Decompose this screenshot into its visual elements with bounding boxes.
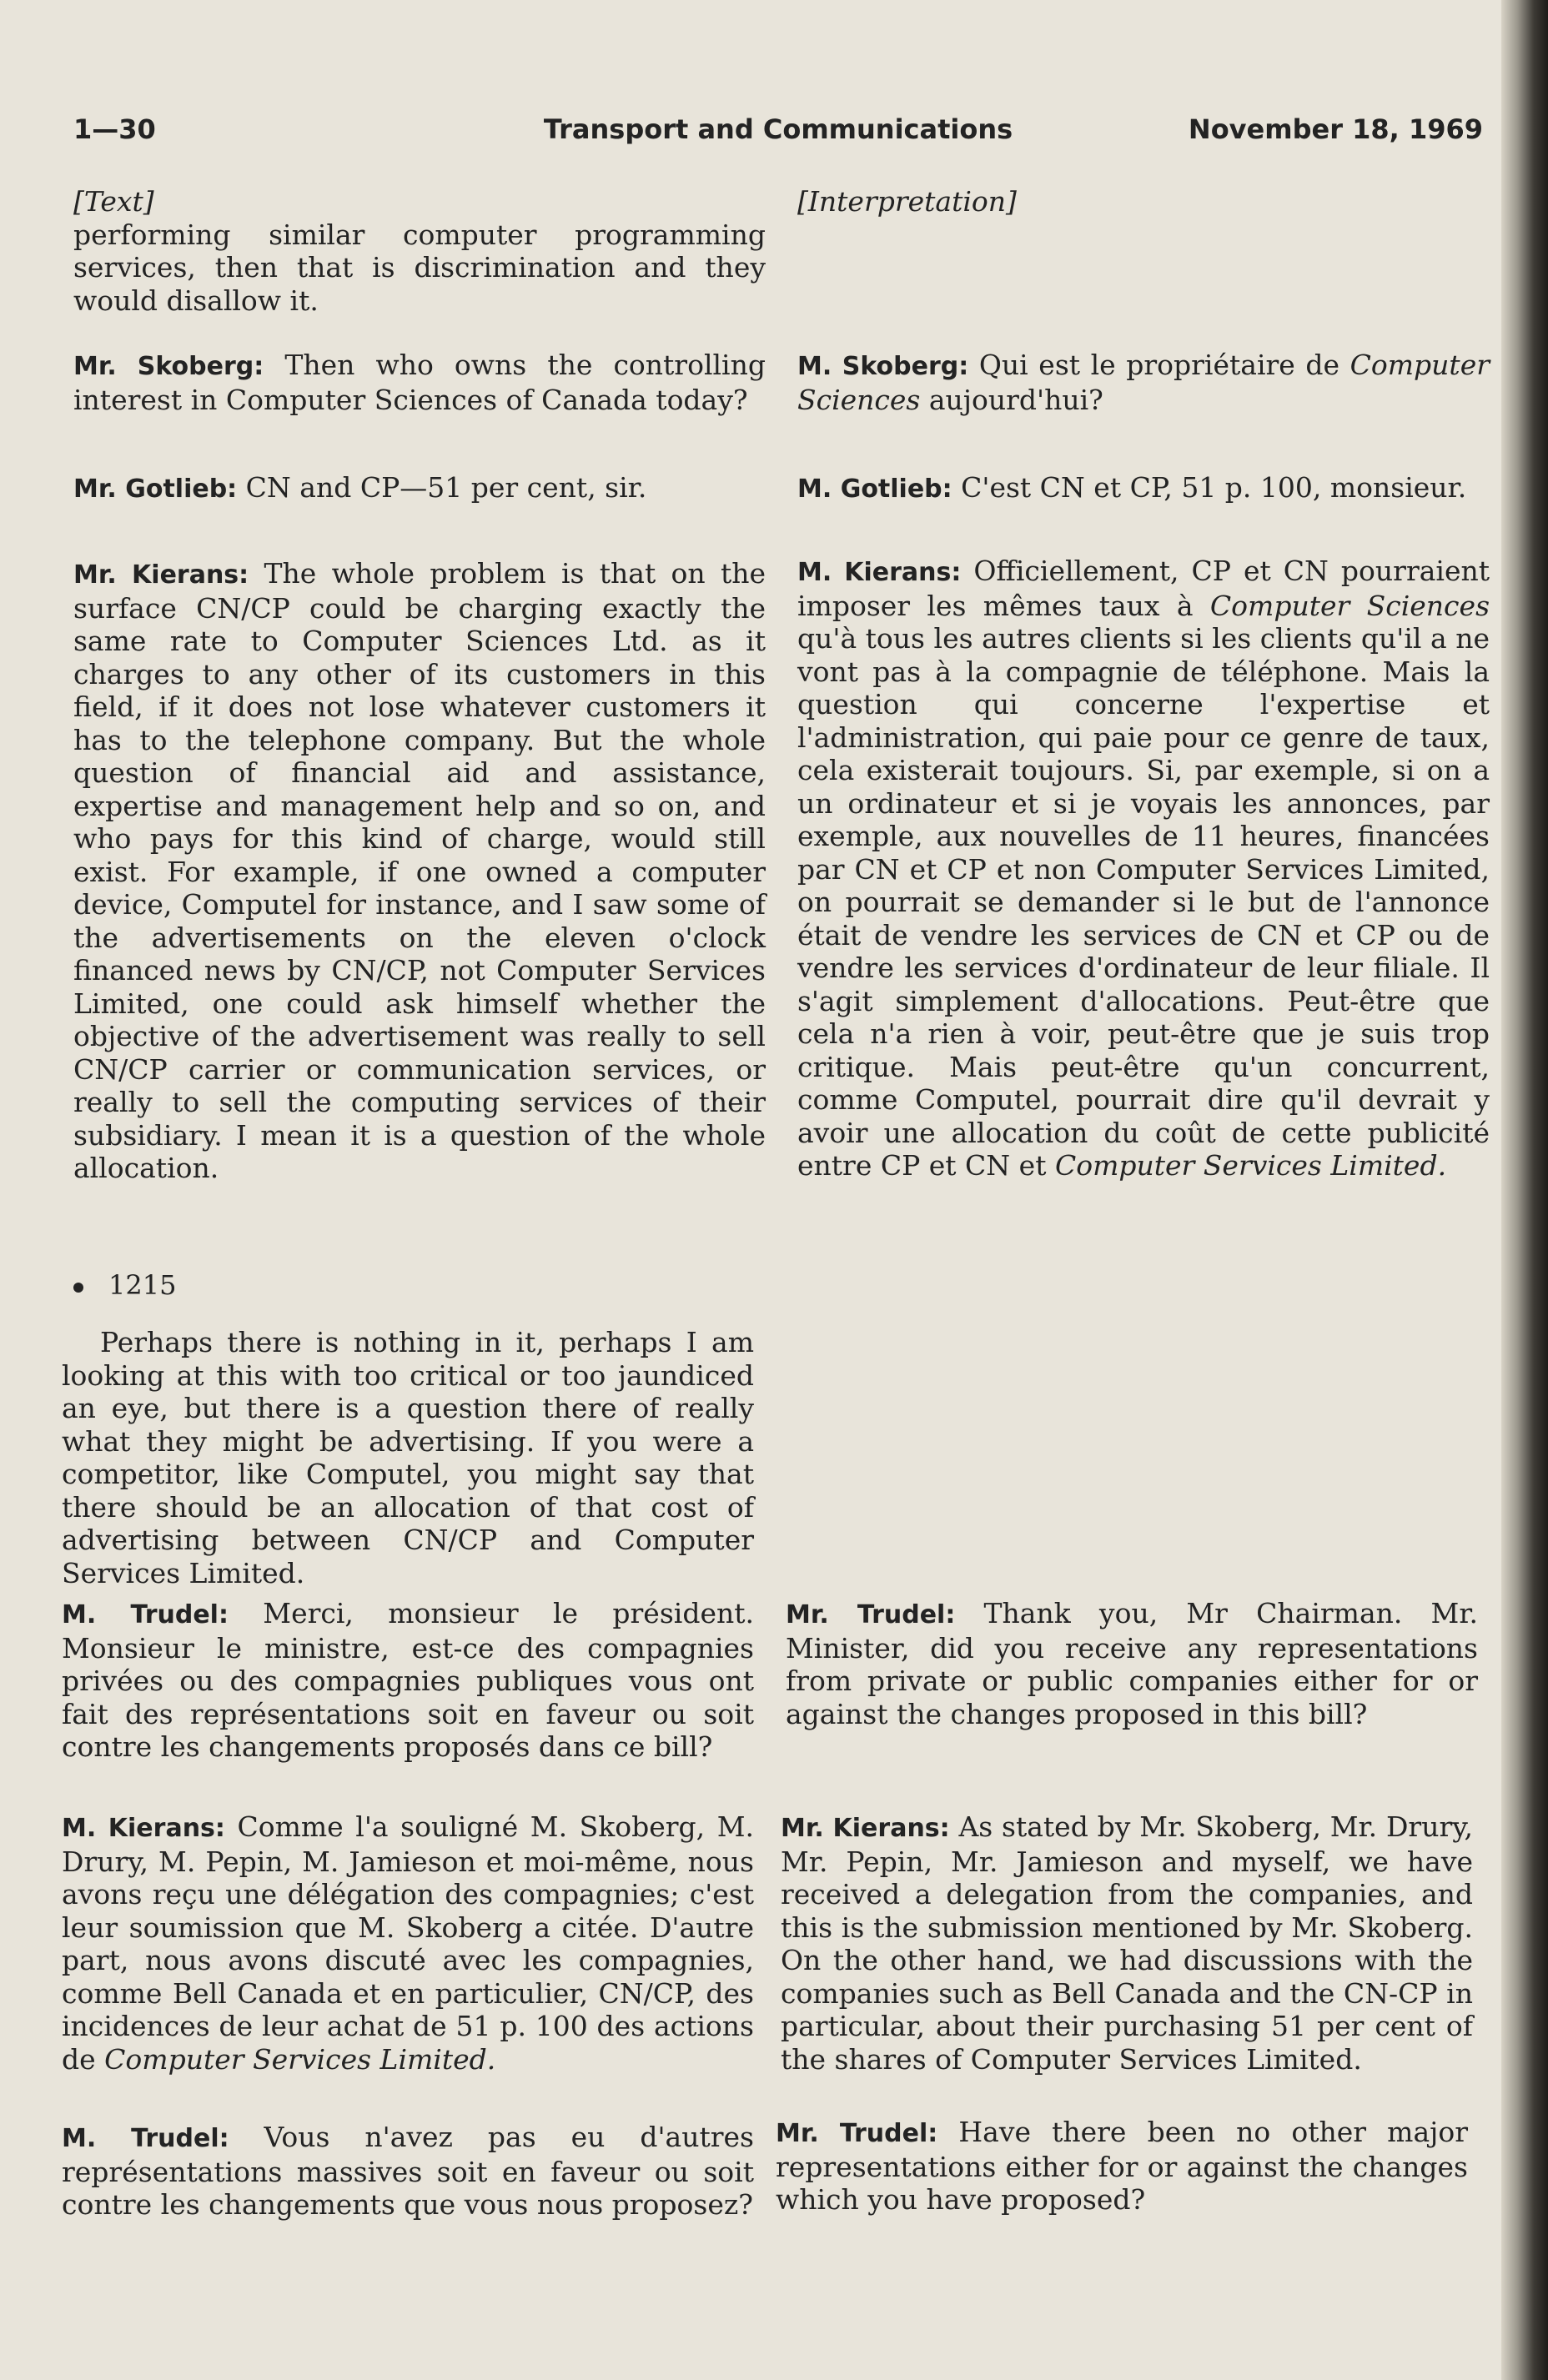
left-continuation-block bbox=[62, 1326, 754, 1589]
right-trudel-block bbox=[786, 1597, 1478, 1730]
time-marker bbox=[73, 1269, 176, 1301]
left-column-top bbox=[73, 185, 766, 317]
paragraph bbox=[62, 1810, 754, 2076]
speaker-name: Mr. Trudel: bbox=[786, 1600, 956, 1629]
speaker-name: Mr. Trudel: bbox=[776, 2119, 938, 2148]
paragraph bbox=[73, 557, 766, 1185]
speech-text: The whole problem is that on the surface CN/CP could be charging exactly the same rate to Computer Sciences Ltd. as it charges to any other of its customers in this field, if it does not lose whatever customers it has to the telephone company. But the whole question of financial aid and assistance, expertise and management help and so on, and who pays for this kind of charge, would still exist. For example, if one owned a computer device, Computel for instance, and I saw some of the advertisements on the eleven o'clock financed news by CN/CP, not Computer Services Limited, one could ask himself whether the objective of the advertisement was really to sell CN/CP carrier or communication services, or really to sell the computing services of their subsidiary. I mean it is a question of the whole allocation. bbox=[73, 557, 766, 1184]
right-gotlieb-block bbox=[797, 471, 1490, 506]
speech-text: As stated by Mr. Skoberg, Mr. Drury, Mr. Pepin, Mr. Jamieson and myself, we have received a delegation from the companies, and this is the submission mentioned by Mr. Skoberg. On the other hand, we had discussions with the companies such as Bell Canada and the CN-CP in particular, about their purchasing 51 per cent of the shares of Computer Services Limited. bbox=[781, 1810, 1473, 2076]
speech-text: Qui est le propriétaire de bbox=[968, 349, 1350, 381]
interpretation-label: [Interpretation] bbox=[797, 185, 1017, 218]
speech-text: Comme l'a souligné M. Skoberg, M. Drury, M. Pepin, M. Jamieson et moi-même, nous avons reçu une délégation des compagnies; c'est leur soumission que M. Skoberg a citée. D'autre part, nous avons discuté avec les compagnies, comme Bell Canada et en particulier, CN/CP, des incidences de leur achat de 51 p. 100 des actions de bbox=[62, 1810, 754, 2076]
paragraph bbox=[776, 2116, 1468, 2217]
page-number: 1—30 bbox=[73, 113, 156, 145]
paragraph bbox=[62, 2121, 754, 2222]
right-kierans-en-block bbox=[781, 1810, 1473, 2076]
company-name-italic: Computer Sciences bbox=[1209, 589, 1490, 622]
running-title: Transport and Communications bbox=[543, 113, 1013, 145]
left-kierans-fr-block bbox=[62, 1810, 754, 2076]
company-name-italic: Computer Services Limited. bbox=[1054, 1149, 1447, 1182]
speaker-name: Mr. Kierans: bbox=[73, 560, 249, 590]
text-label: [Text] bbox=[73, 185, 154, 218]
left-trudel-question-block bbox=[62, 2121, 754, 2222]
speech-text: Thank you, Mr Chairman. Mr. Minister, did you receive any representations from private or public companies either for or against the changes proposed in this bill? bbox=[786, 1597, 1478, 1730]
binding-shadow bbox=[1501, 0, 1548, 2380]
speaker-name: M. Trudel: bbox=[62, 2124, 229, 2153]
speech-text: Merci, monsieur le président. Monsieur le ministre, est-ce des compagnies privées ou des compagnies publiques vous ont fait des représentations soit en faveur ou soit contre les changements proposés dans ce bill? bbox=[62, 1597, 754, 1763]
paragraph bbox=[781, 1810, 1473, 2076]
bullet-dot bbox=[73, 1283, 83, 1293]
right-kierans-block bbox=[797, 555, 1490, 1182]
paragraph bbox=[797, 349, 1490, 416]
paragraph bbox=[797, 555, 1490, 1182]
left-gotlieb-block bbox=[73, 471, 766, 506]
paragraph-continued: performing similar computer programming services, then that is discrimination and they would disallow it. bbox=[73, 218, 766, 317]
speech-text: Vous n'avez pas eu d'autres représentations massives soit en faveur ou soit contre les changements que vous nous proposez? bbox=[62, 2121, 754, 2221]
left-trudel-block bbox=[62, 1597, 754, 1764]
speech-text-tail: aujourd'hui? bbox=[920, 383, 1103, 416]
paragraph bbox=[62, 1597, 754, 1764]
left-kierans-block bbox=[73, 557, 766, 1185]
paragraph bbox=[73, 471, 766, 506]
company-name-italic: Computer Sciences bbox=[797, 349, 1490, 416]
right-column-top bbox=[797, 185, 1490, 218]
paragraph bbox=[786, 1597, 1478, 1730]
speaker-name: M. Kierans: bbox=[797, 558, 962, 587]
paragraph: Perhaps there is nothing in it, perhaps I am looking at this with too critical or too jaundiced an eye, but there is a question there of really what they might be advertising. If you were a competitor, like Computel, you might say that there should be an allocation of that cost of advertising between CN/CP and Computer Services Limited. bbox=[62, 1326, 754, 1589]
speaker-name: Mr. Skoberg: bbox=[73, 352, 264, 381]
left-skoberg-block bbox=[73, 349, 766, 416]
company-name-italic: Computer Services Limited. bbox=[104, 2042, 496, 2076]
paragraph bbox=[797, 471, 1490, 506]
page-header bbox=[73, 113, 1483, 155]
speaker-name: Mr. Gotlieb: bbox=[73, 474, 238, 504]
time-marker-value: 1215 bbox=[108, 1269, 177, 1301]
speech-text: C'est CN et CP, 51 p. 100, monsieur. bbox=[952, 471, 1467, 504]
speaker-name: M. Trudel: bbox=[62, 1600, 229, 1629]
right-skoberg-block bbox=[797, 349, 1490, 416]
speaker-name: Mr. Kierans: bbox=[781, 1814, 950, 1843]
speech-text: Officiellement, CP et CN pourraient imposer les mêmes taux à bbox=[797, 555, 1490, 622]
speech-text: CN and CP—51 per cent, sir. bbox=[237, 471, 647, 504]
header-date: November 18, 1969 bbox=[1188, 113, 1483, 145]
speech-text: qu'à tous les autres clients si les clients qu'il a ne vont pas à la compagnie de téléphone. Mais la question qui concerne l'expertise et l'administration, qui paie pour ce genre de taux, cela existerait toujours. Si, par exemple, si on a un ordinateur et si je voyais les annonces, par exemple, aux nouvelles de 11 heures, financées par CN et CP et non Computer Services Limited, on pourrait se demander si le but de l'annonce était de vendre les services de CN et CP ou de vendre les services d'ordinateur de leur filiale. Il s'agit simplement d'allocations. Peut-être que cela n'a rien à voir, peut-être que je suis trop critique. Mais peut-être qu'un concurrent, comme Computel, pourrait dire qu'il devrait y avoir une allocation du coût de cette publicité entre CP et CN et bbox=[797, 622, 1490, 1182]
speech-text: Have there been no other major representations either for or against the changes which you have proposed? bbox=[776, 2116, 1468, 2216]
speaker-name: M. Gotlieb: bbox=[797, 474, 952, 504]
paragraph bbox=[73, 349, 766, 416]
speaker-name: M. Kierans: bbox=[62, 1814, 225, 1843]
speech-text: Then who owns the controlling interest in Computer Sciences of Canada today? bbox=[73, 349, 766, 416]
right-trudel-question-block bbox=[776, 2116, 1468, 2217]
speaker-name: M. Skoberg: bbox=[797, 352, 969, 381]
